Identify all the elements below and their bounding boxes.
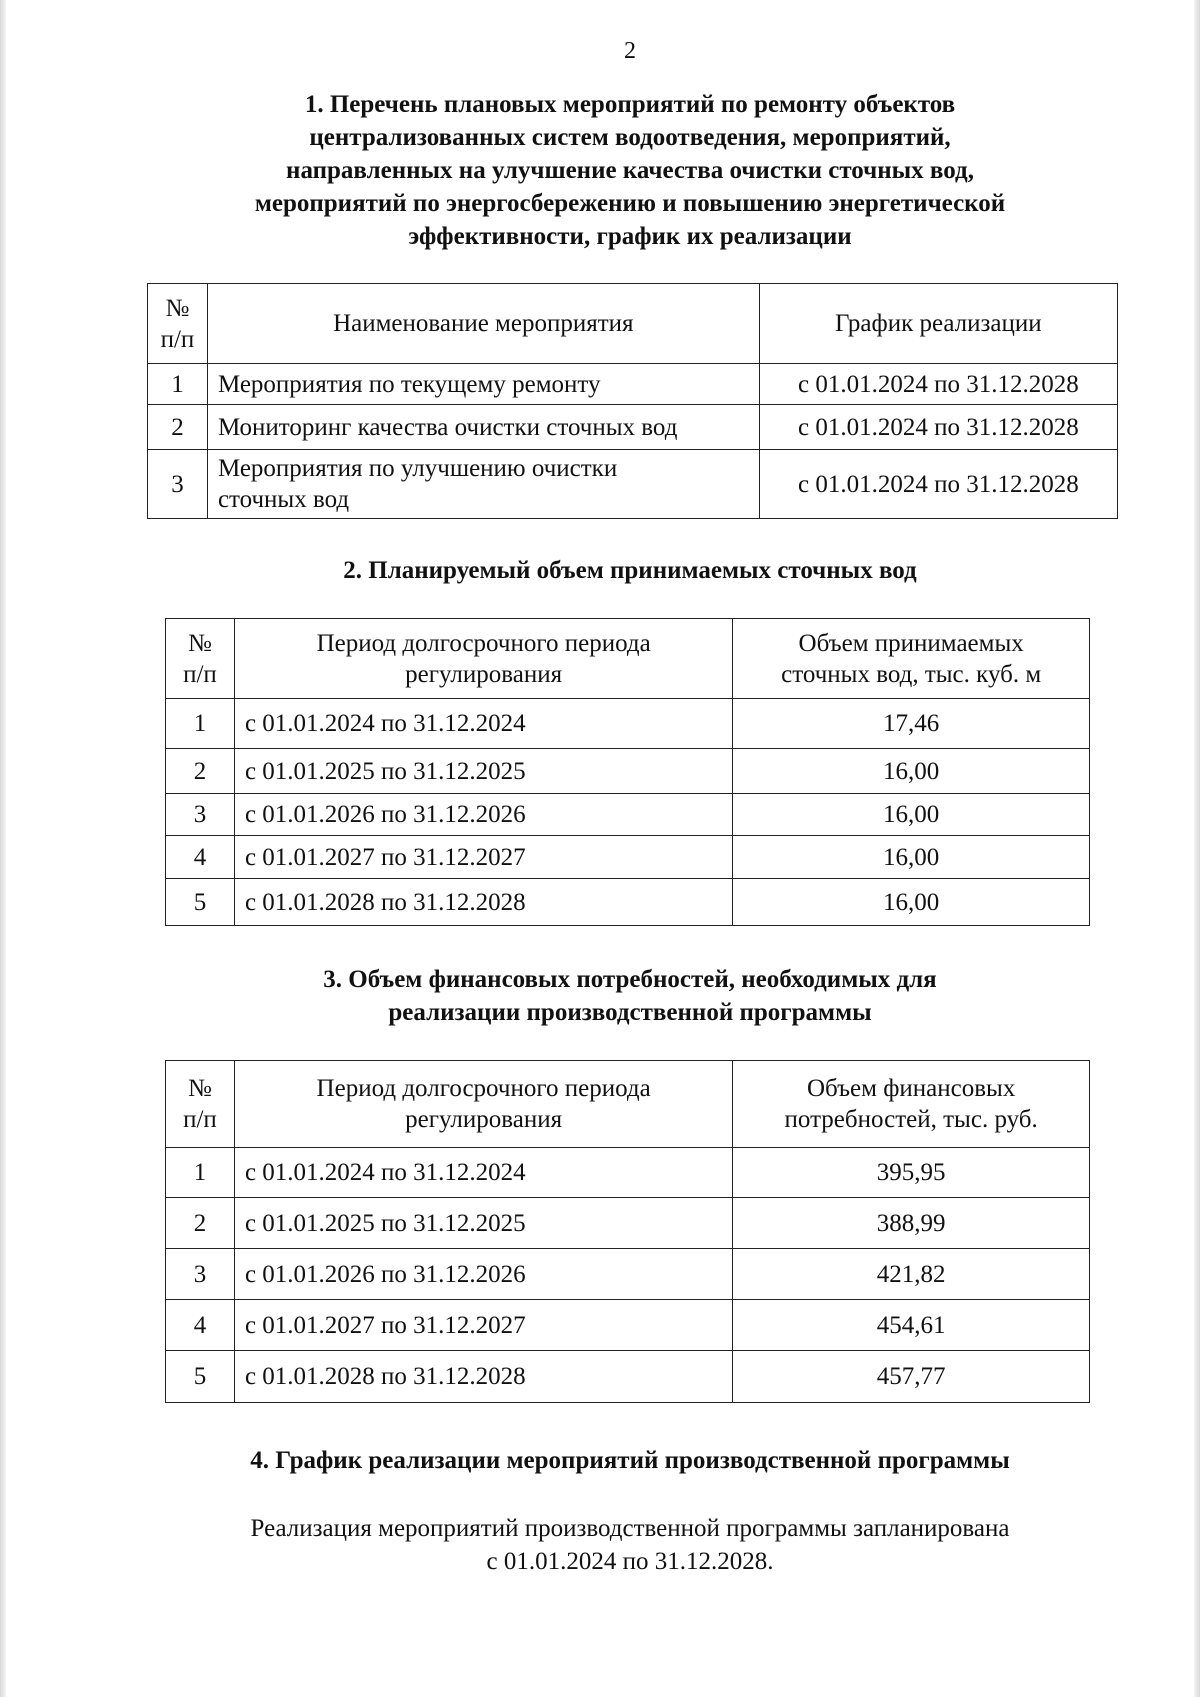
row-finance: 388,99 — [733, 1198, 1090, 1249]
table-row — [166, 1198, 1090, 1249]
header-name: Наименование мероприятия — [207, 284, 759, 364]
header-no: № п/п — [166, 619, 235, 699]
header-schedule: График реализации — [759, 284, 1117, 364]
section4-title-line: 4. График реализации мероприятий производственной программы — [250, 1447, 1010, 1474]
section3-title-line: 3. Объем финансовых потребностей, необходимых для — [323, 966, 937, 993]
section2-title — [0, 554, 1200, 587]
row-no: 4 — [166, 836, 235, 879]
section1-title-line: централизованных систем водоотведения, мероприятий, — [309, 124, 951, 151]
row-schedule: с 01.01.2024 по 31.12.2028 — [759, 364, 1117, 405]
row-no: 5 — [166, 1351, 235, 1403]
row-no: 1 — [166, 1148, 235, 1198]
row-name: Мониторинг качества очистки сточных вод — [207, 405, 759, 450]
section1-table — [147, 283, 1118, 519]
table-row — [166, 749, 1090, 794]
table-header-row — [166, 1061, 1090, 1148]
row-no: 4 — [166, 1300, 235, 1351]
table-row — [166, 699, 1090, 749]
row-name: Мероприятия по текущему ремонту — [207, 364, 759, 405]
header-period: Период долгосрочного периода регулирования — [234, 1061, 732, 1148]
table-row — [148, 450, 1118, 519]
row-no: 5 — [166, 879, 235, 926]
section4-text-line: с 01.01.2024 по 31.12.2028. — [486, 1548, 774, 1575]
table-row — [166, 1300, 1090, 1351]
section1-title-line: направленных на улучшение качества очистки сточных вод, — [286, 157, 974, 184]
row-period: с 01.01.2028 по 31.12.2028 — [234, 879, 732, 926]
row-period: с 01.01.2028 по 31.12.2028 — [234, 1351, 732, 1403]
row-period: с 01.01.2025 по 31.12.2025 — [234, 1198, 732, 1249]
section4-text — [0, 1512, 1200, 1578]
row-period: с 01.01.2025 по 31.12.2025 — [234, 749, 732, 794]
row-name: Мероприятия по улучшению очистки сточных вод — [207, 450, 759, 519]
table-row — [166, 794, 1090, 836]
row-period: с 01.01.2024 по 31.12.2024 — [234, 699, 732, 749]
row-volume: 16,00 — [733, 836, 1090, 879]
page-number: 2 — [624, 38, 636, 64]
section1-title-line: 1. Перечень плановых мероприятий по ремонту объектов — [304, 91, 956, 118]
row-volume: 16,00 — [733, 794, 1090, 836]
row-period: с 01.01.2027 по 31.12.2027 — [234, 836, 732, 879]
header-no: № п/п — [166, 1061, 235, 1148]
row-no: 2 — [148, 405, 208, 450]
table-row — [166, 1351, 1090, 1403]
section4-title — [0, 1444, 1200, 1477]
table-row — [166, 836, 1090, 879]
table-header-row — [148, 284, 1118, 364]
row-finance: 454,61 — [733, 1300, 1090, 1351]
scan-edge-left — [0, 0, 6, 1697]
row-volume: 17,46 — [733, 699, 1090, 749]
section3-table — [165, 1060, 1090, 1403]
row-finance: 421,82 — [733, 1249, 1090, 1300]
table-row — [166, 1249, 1090, 1300]
row-period: с 01.01.2026 по 31.12.2026 — [234, 1249, 732, 1300]
row-volume: 16,00 — [733, 749, 1090, 794]
row-no: 3 — [166, 1249, 235, 1300]
table-row — [148, 405, 1118, 450]
table-header-row — [166, 619, 1090, 699]
header-finance: Объем финансовых потребностей, тыс. руб. — [733, 1061, 1090, 1148]
row-no: 1 — [166, 699, 235, 749]
row-no: 3 — [148, 450, 208, 519]
row-no: 2 — [166, 1198, 235, 1249]
row-schedule: с 01.01.2024 по 31.12.2028 — [759, 405, 1117, 450]
row-no: 2 — [166, 749, 235, 794]
section1-title-line: эффективности, график их реализации — [408, 223, 852, 250]
row-no: 1 — [148, 364, 208, 405]
section2-table — [165, 618, 1090, 926]
scan-edge-right — [1194, 0, 1200, 1697]
row-no: 3 — [166, 794, 235, 836]
header-volume: Объем принимаемых сточных вод, тыс. куб. м — [733, 619, 1090, 699]
section4-text-line: Реализация мероприятий производственной программы запланирована — [250, 1515, 1010, 1542]
table-row — [166, 879, 1090, 926]
header-no: № п/п — [148, 284, 208, 364]
section2-title-line: 2. Планируемый объем принимаемых сточных вод — [343, 557, 917, 584]
table-row — [166, 1148, 1090, 1198]
section1-title-line: мероприятий по энергосбережению и повышению энергетической — [254, 190, 1006, 217]
table-row — [148, 364, 1118, 405]
section1-title — [0, 88, 1200, 253]
row-schedule: с 01.01.2024 по 31.12.2028 — [759, 450, 1117, 519]
row-finance: 395,95 — [733, 1148, 1090, 1198]
row-finance: 457,77 — [733, 1351, 1090, 1403]
row-period: с 01.01.2027 по 31.12.2027 — [234, 1300, 732, 1351]
section3-title — [0, 963, 1200, 1029]
section3-title-line: реализации производственной программы — [388, 999, 872, 1026]
row-period: с 01.01.2026 по 31.12.2026 — [234, 794, 732, 836]
row-period: с 01.01.2024 по 31.12.2024 — [234, 1148, 732, 1198]
row-volume: 16,00 — [733, 879, 1090, 926]
header-period: Период долгосрочного периода регулирования — [234, 619, 732, 699]
